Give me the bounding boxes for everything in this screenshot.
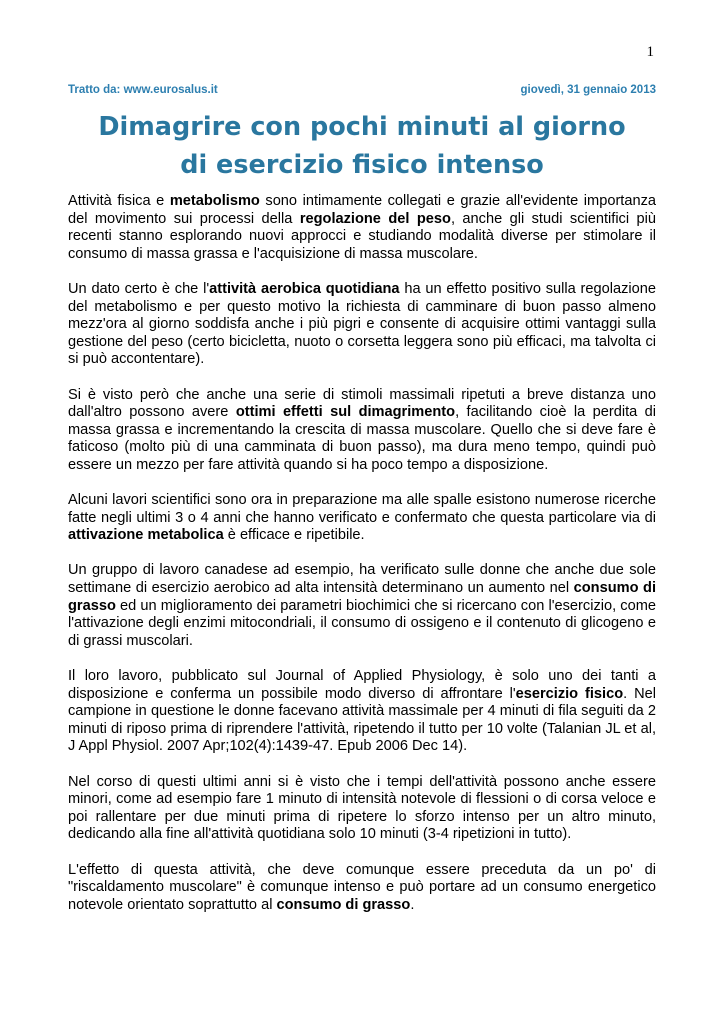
text-run: Alcuni lavori scientifici sono ora in preparazione ma alle spalle esistono numerose ricerche fatte negli ultimi 3 o 4 anni che hanno verificato e confermato che questa particolare via di (68, 492, 656, 526)
text-run: Si è visto però che anche una serie di stimoli massimali ripetuti a breve distanza uno dall'altro possono avere (68, 386, 656, 421)
page-number: 1 (646, 44, 654, 60)
title-line-2: di esercizio fisico intenso (180, 150, 544, 180)
article-title (40, 108, 684, 184)
title-line-1: Dimagrire con pochi minuti al giorno (98, 112, 626, 142)
bold-text: ottimi effetti sul dimagrimento (235, 404, 456, 421)
text-run: Attività fisica e (68, 193, 170, 209)
text-run: Un gruppo di lavoro canadese ad esempio, ha verificato sulle donne che anche due sole settimane di esercizio aerobico ad alta intensità determinano un aumento nel (68, 562, 656, 597)
text-run: Nel corso di questi ultimi anni si è visto che i tempi dell'attività possono anche essere minori, come ad esempio fare 1 minuto di intensità notevole di flessioni o di corsa veloce e poi rallentare per due minuti prima di ripetere lo sforzo intenso per un altro minuto, dedicando alla fine all'attività quotidiana solo 10 minuti (3-4 ripetizioni in tutto). (68, 773, 656, 843)
bold-text: consumo di grasso (68, 580, 656, 614)
text-run: ha un effetto positivo sulla regolazione del metabolismo e per questo motivo la richiesta di camminare di buon passo almeno mezz'ora al giorno soddisfa anche i più pigri e consente di acquisire ottimi vantaggi sulla gestione del peso (certo bicicletta, nuoto o corsetta leggera sono più efficaci, ma talvolta ci si può accontentare). (68, 280, 656, 368)
bold-text: attività aerobica quotidiana (209, 280, 400, 297)
paragraph (68, 281, 656, 369)
paragraph (68, 193, 656, 263)
bold-text: consumo di grasso (276, 896, 411, 913)
text-run: , facilitando cioè la perdita di massa grassa e incrementando la crescita di massa muscolare. Quello che si deve fare è faticoso (molto più di una camminata di buon passo), ma dura meno tempo, quindi può essere un mezzo per fare attività quando si ha poco tempo a disposizione. (68, 404, 657, 473)
bold-text: metabolismo (169, 193, 260, 209)
text-run: . Nel campione in questione le donne facevano attività massimale per 4 minuti di fila seguiti da 2 minuti di riposo prima di riprendere l'attività, ripetendo il tutto per 10 volte (Talanian JL et al, J Appl Physiol. 2007 Apr;102(4):1439-47. Epub 2006 Dec 14). (68, 685, 656, 755)
bold-text: esercizio fisico (515, 685, 624, 702)
text-run: , anche gli studi scientifici più recenti stanno esplorando nuovi approcci e studiando modalità diverse per stimolare il consumo di massa grassa e l'acquisizione di massa muscolare. (68, 210, 656, 262)
text-run: è efficace e ripetibile. (223, 527, 365, 544)
text-run: sono intimamente collegati e grazie all'evidente importanza del movimento sui processi della (68, 193, 657, 227)
text-run: . (410, 896, 415, 913)
article-body (68, 193, 656, 932)
text-run: Il loro lavoro, pubblicato sul Journal of Applied Physiology, è solo uno dei tanti a disposizione e conferma un possibile modo diverso di affrontare l' (68, 668, 656, 702)
document-header (68, 84, 656, 96)
paragraph (68, 387, 656, 475)
date-label: giovedì, 31 gennaio 2013 (520, 84, 656, 96)
paragraph (68, 862, 656, 915)
text-run: L'effetto di questa attività, che deve comunque essere preceduta da un po' di "riscaldamento muscolare" è comunque intenso e può portare ad un consumo energetico notevole orientato soprattutto al (68, 861, 656, 913)
source-label: Tratto da: www.eurosalus.it (68, 84, 218, 96)
text-run: Un dato certo è che l' (68, 280, 210, 297)
bold-text: attivazione metabolica (68, 527, 224, 544)
paragraph (68, 562, 656, 650)
paragraph (68, 774, 656, 844)
bold-text: regolazione del peso (299, 210, 451, 227)
text-run: ed un miglioramento dei parametri biochimici che si ricercano con l'esercizio, come l'attivazione degli enzimi mitocondriali, il consumo di ossigeno e il contenuto di glicogeno e di grassi muscolari. (68, 597, 656, 649)
paragraph (68, 492, 656, 545)
paragraph (68, 668, 656, 756)
